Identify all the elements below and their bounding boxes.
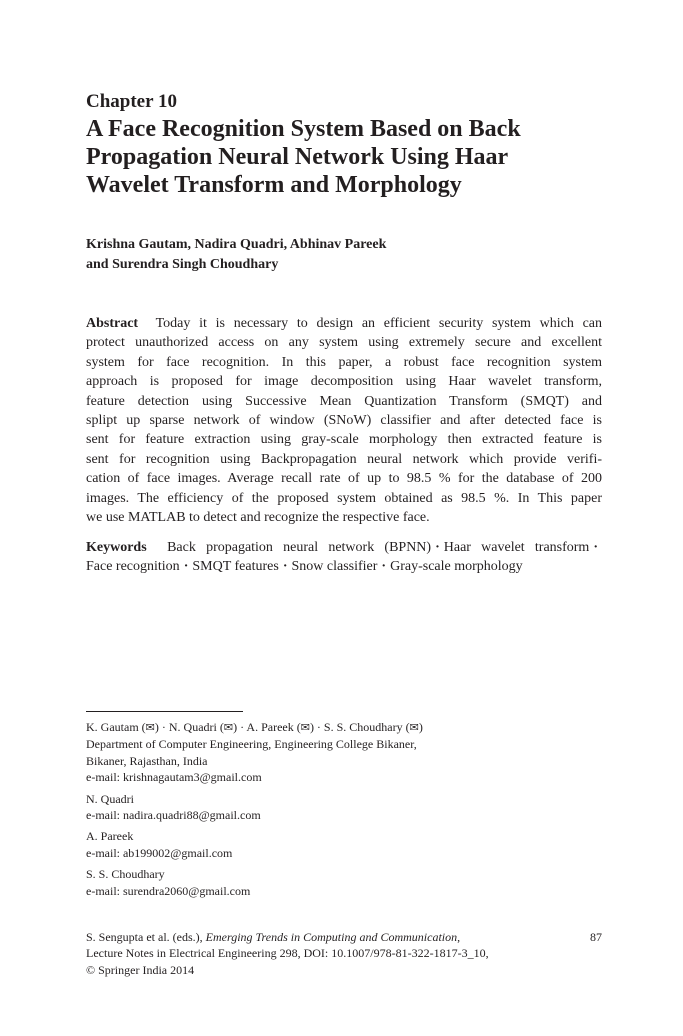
author-line: and Surendra Singh Choudhary xyxy=(86,257,279,272)
keywords-label: Keywords xyxy=(86,540,147,555)
email: e-mail: surendra2060@gmail.com xyxy=(86,883,251,898)
chapter-label: Chapter 10 xyxy=(86,91,177,112)
keywords-line xyxy=(86,557,602,576)
keyword-separator: · xyxy=(183,559,189,575)
author-name: K. Gautam ( xyxy=(86,720,146,734)
envelope-icon: ✉ xyxy=(300,721,310,734)
author-line: Krishna Gautam, Nadira Quadri, Abhinav Pareek xyxy=(86,237,387,252)
keyword-separator: · xyxy=(282,559,288,575)
author-name: S. S. Choudhary xyxy=(86,867,165,882)
title-line: A Face Recognition System Based on Back xyxy=(86,116,521,142)
affiliation-block xyxy=(86,719,602,786)
keyword: Face recognition xyxy=(86,559,180,575)
author-name: A. Pareek xyxy=(86,829,134,844)
keywords-line xyxy=(86,538,602,557)
keyword: SMQT features xyxy=(192,559,279,575)
title-line: Wavelet Transform and Morphology xyxy=(86,172,462,198)
keyword-separator: · xyxy=(593,540,598,555)
email: e-mail: krishnagautam3@gmail.com xyxy=(86,770,262,785)
abstract-line: cation of face images. Average recall rate of up to 98.5 % for the database of 200 xyxy=(86,471,602,487)
keywords xyxy=(86,538,602,577)
envelope-icon: ✉ xyxy=(409,721,419,734)
citation-punct: , xyxy=(457,930,461,944)
abstract-line xyxy=(86,314,602,333)
affiliation-block xyxy=(86,866,602,899)
email: e-mail: nadira.quadri88@gmail.com xyxy=(86,808,261,823)
abstract-line: protect unauthorized access on any system using extremely secure and excellent xyxy=(86,335,602,351)
author-name: ) · S. S. Choudhary ( xyxy=(309,720,410,734)
abstract-line: approach is proposed for image decomposition using Haar wavelet transform, xyxy=(86,374,602,390)
chapter-title xyxy=(86,115,616,199)
author-name: ) · N. Quadri ( xyxy=(154,720,224,734)
book-title: Emerging Trends in Computing and Communication xyxy=(205,930,458,944)
keyword: Haar wavelet transform xyxy=(443,540,590,555)
author-name: N. Quadri xyxy=(86,791,134,806)
keyword: Back propagation neural network (BPNN) xyxy=(167,540,432,555)
location: Bikaner, Rajasthan, India xyxy=(86,753,208,768)
keyword: Snow classifier xyxy=(291,559,378,575)
citation-editors: S. Sengupta et al. (eds.), xyxy=(86,930,206,944)
affiliations xyxy=(86,719,602,904)
abstract-line: we use MATLAB to detect and recognize the respective face. xyxy=(86,509,430,525)
department: Department of Computer Engineering, Engineering College Bikaner, xyxy=(86,737,417,752)
keyword-separator: · xyxy=(435,540,440,555)
abstract-line: system for face recognition. In this paper, a robust face recognition system xyxy=(86,354,602,370)
affiliation-block xyxy=(86,828,602,861)
abstract-text: Today it is necessary to design an efficient security system which can xyxy=(155,316,602,331)
author-name: ) · A. Pareek ( xyxy=(233,720,301,734)
abstract-line: feature detection using Successive Mean Quantization Transform (SMQT) and xyxy=(86,393,602,409)
author-name: ) xyxy=(418,720,423,734)
envelope-icon: ✉ xyxy=(145,721,155,734)
email: e-mail: ab199002@gmail.com xyxy=(86,845,233,860)
abstract-label: Abstract xyxy=(86,316,139,331)
abstract-line: sent for feature extraction using gray-scale morphology then extracted feature is xyxy=(86,432,602,448)
page-number: 87 xyxy=(590,930,602,944)
abstract xyxy=(86,314,602,527)
affiliation-block xyxy=(86,791,602,824)
series-line: Lecture Notes in Electrical Engineering 298, DOI: 10.1007/978-81-322-1817-3_10, xyxy=(86,946,489,961)
corresponding-authors-line xyxy=(86,719,602,736)
page-footer xyxy=(86,929,602,978)
footnote-divider xyxy=(86,711,243,712)
citation-line xyxy=(86,929,602,945)
copyright: © Springer India 2014 xyxy=(86,962,195,977)
author-list xyxy=(86,235,386,275)
abstract-line: images. The efficiency of the proposed system obtained as 98.5 %. In This paper xyxy=(86,490,602,506)
abstract-line: splipt up sparse network of window (SNoW) classifier and after detected face is xyxy=(86,412,602,428)
title-line: Propagation Neural Network Using Haar xyxy=(86,144,509,170)
envelope-icon: ✉ xyxy=(223,721,234,734)
keyword-separator: · xyxy=(381,559,387,575)
abstract-line: sent for recognition using Backpropagation neural network which provide verifi- xyxy=(86,451,602,467)
keyword: Gray-scale morphology xyxy=(390,559,523,575)
